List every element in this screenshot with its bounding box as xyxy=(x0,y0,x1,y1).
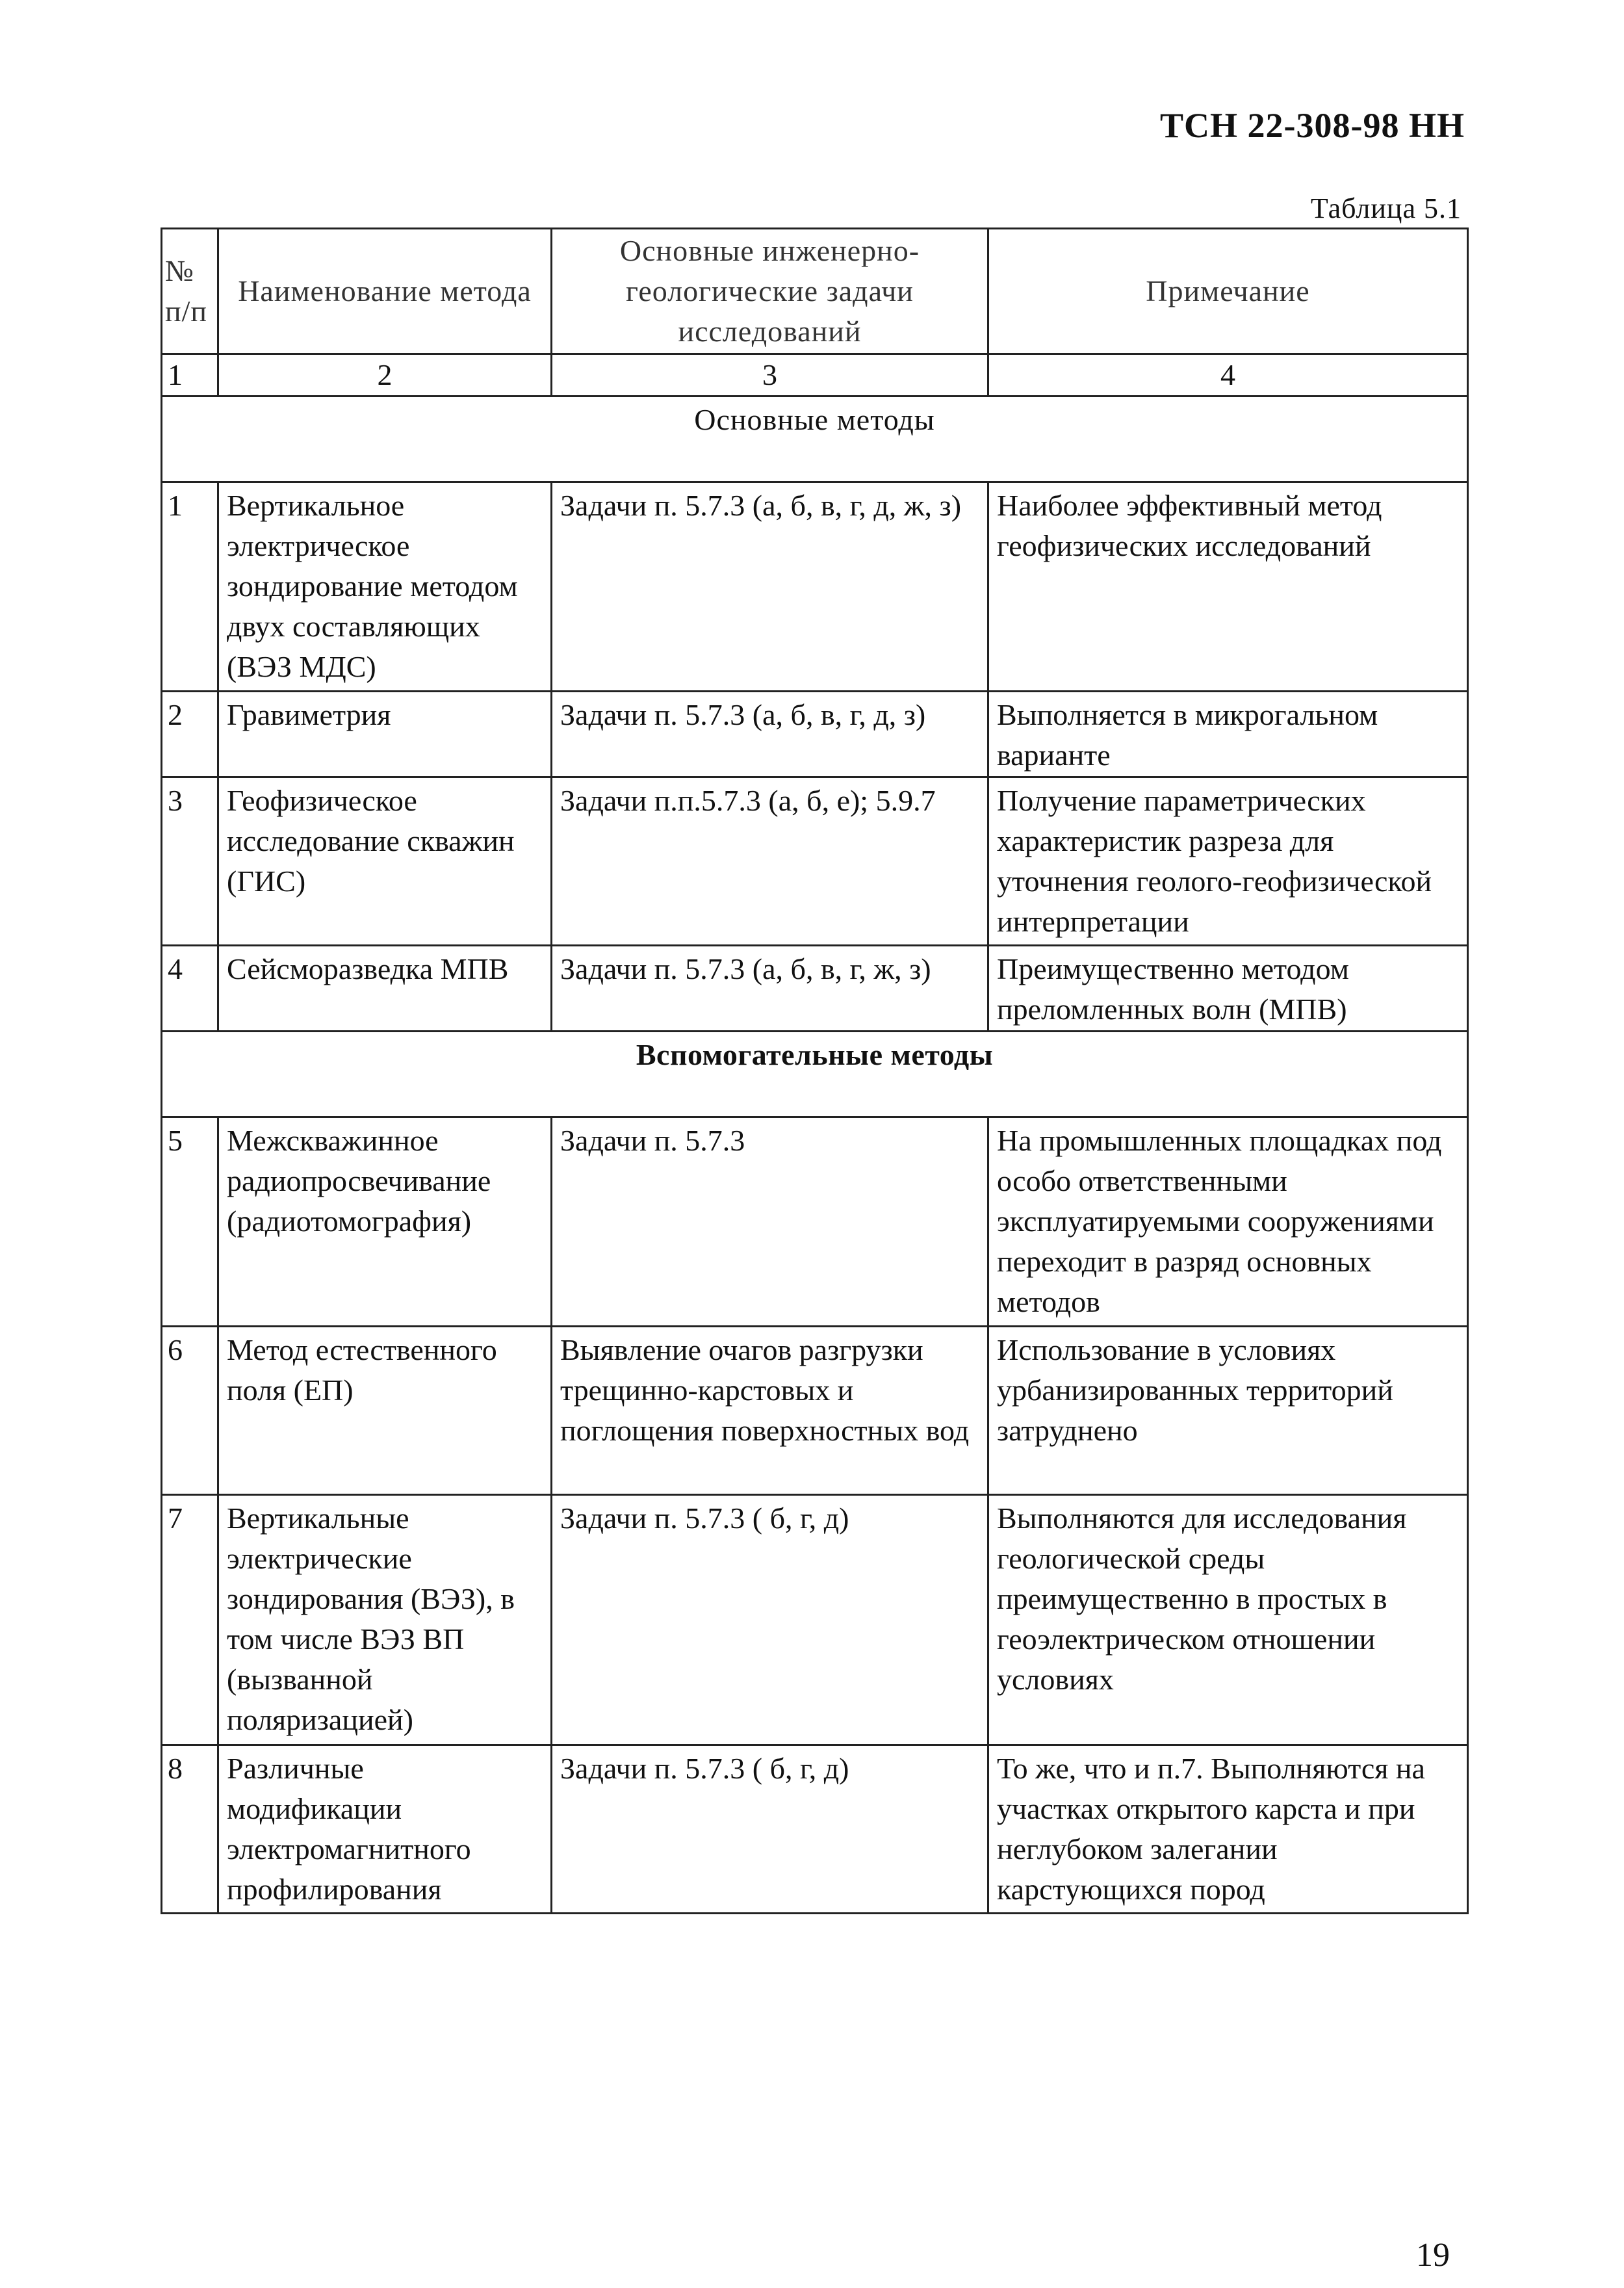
row-number: 8 xyxy=(162,1745,218,1914)
tasks-cell: Задачи п. 5.7.3 (а, б, в, г, д, ж, з) xyxy=(552,482,988,692)
page-number: 19 xyxy=(1416,2237,1450,2274)
row-number: 5 xyxy=(162,1117,218,1327)
note-cell: Выполняется в микрогальном варианте xyxy=(988,692,1468,777)
method-cell: Геофизическое исследование скважин (ГИС) xyxy=(218,777,552,946)
row-number: 2 xyxy=(162,692,218,777)
row-number: 6 xyxy=(162,1327,218,1495)
column-number: 3 xyxy=(552,354,988,396)
table-row xyxy=(162,1327,1468,1495)
tasks-cell: Задачи п.п.5.7.3 (а, б, е); 5.9.7 xyxy=(552,777,988,946)
header-method: Наименование метода xyxy=(218,229,552,354)
note-cell: Наиболее эффективный метод геофизических исследований xyxy=(988,482,1468,692)
header-number: № п/п xyxy=(162,229,218,354)
column-number-row xyxy=(162,354,1468,396)
tasks-cell: Задачи п. 5.7.3 (а, б, в, г, ж, з) xyxy=(552,946,988,1032)
header-note: Примечание xyxy=(988,229,1468,354)
column-number: 4 xyxy=(988,354,1468,396)
section-row-auxiliary xyxy=(162,1032,1468,1117)
note-cell: Получение параметрических характеристик разреза для уточнения геолого-геофизической интерпретации xyxy=(988,777,1468,946)
method-cell: Межскважинное радиопросвечивание (радиотомография) xyxy=(218,1117,552,1327)
table-row xyxy=(162,692,1468,777)
header-tasks: Основные инженерно-геологические задачи исследований xyxy=(552,229,988,354)
section-row-main xyxy=(162,396,1468,482)
table-row xyxy=(162,1745,1468,1914)
note-cell: Использование в условиях урбанизированных территорий затруднено xyxy=(988,1327,1468,1495)
tasks-cell: Задачи п. 5.7.3 (а, б, в, г, д, з) xyxy=(552,692,988,777)
table-caption: Таблица 5.1 xyxy=(1310,192,1462,224)
method-cell: Различные модификации электромагнитного профилирования xyxy=(218,1745,552,1914)
row-number: 4 xyxy=(162,946,218,1032)
tasks-cell: Выявление очагов разгрузки трещинно-карстовых и поглощения поверхностных вод xyxy=(552,1327,988,1495)
method-cell: Гравиметрия xyxy=(218,692,552,777)
table-row xyxy=(162,777,1468,946)
table-row xyxy=(162,482,1468,692)
method-cell: Вертикальные электрические зондирования (ВЭЗ), в том числе ВЭЗ ВП (вызванной поляризацией) xyxy=(218,1495,552,1745)
method-cell: Метод естественного поля (ЕП) xyxy=(218,1327,552,1495)
method-cell: Сейсморазведка МПВ xyxy=(218,946,552,1032)
section-title: Вспомогательные методы xyxy=(162,1032,1468,1117)
tasks-cell: Задачи п. 5.7.3 ( б, г, д) xyxy=(552,1745,988,1914)
row-number: 1 xyxy=(162,482,218,692)
tasks-cell: Задачи п. 5.7.3 ( б, г, д) xyxy=(552,1495,988,1745)
row-number: 7 xyxy=(162,1495,218,1745)
table-row xyxy=(162,946,1468,1032)
document-code: ТСН 22-308-98 НН xyxy=(1160,106,1465,145)
methods-table xyxy=(161,228,1469,1914)
section-title: Основные методы xyxy=(162,396,1468,482)
table-row xyxy=(162,1117,1468,1327)
row-number: 3 xyxy=(162,777,218,946)
method-cell: Вертикальное электрическое зондирование методом двух составляющих (ВЭЗ МДС) xyxy=(218,482,552,692)
note-cell: На промышленных площадках под особо ответственными эксплуатируемыми сооружениями переходит в разряд основных методов xyxy=(988,1117,1468,1327)
table-row xyxy=(162,1495,1468,1745)
column-number: 1 xyxy=(162,354,218,396)
tasks-cell: Задачи п. 5.7.3 xyxy=(552,1117,988,1327)
column-number: 2 xyxy=(218,354,552,396)
note-cell: Преимущественно методом преломленных волн (МПВ) xyxy=(988,946,1468,1032)
note-cell: То же, что и п.7. Выполняются на участках открытого карста и при неглубоком залегании карстующихся пород xyxy=(988,1745,1468,1914)
note-cell: Выполняются для исследования геологической среды преимущественно в простых в геоэлектрическом отношении условиях xyxy=(988,1495,1468,1745)
table-header-row xyxy=(162,229,1468,354)
